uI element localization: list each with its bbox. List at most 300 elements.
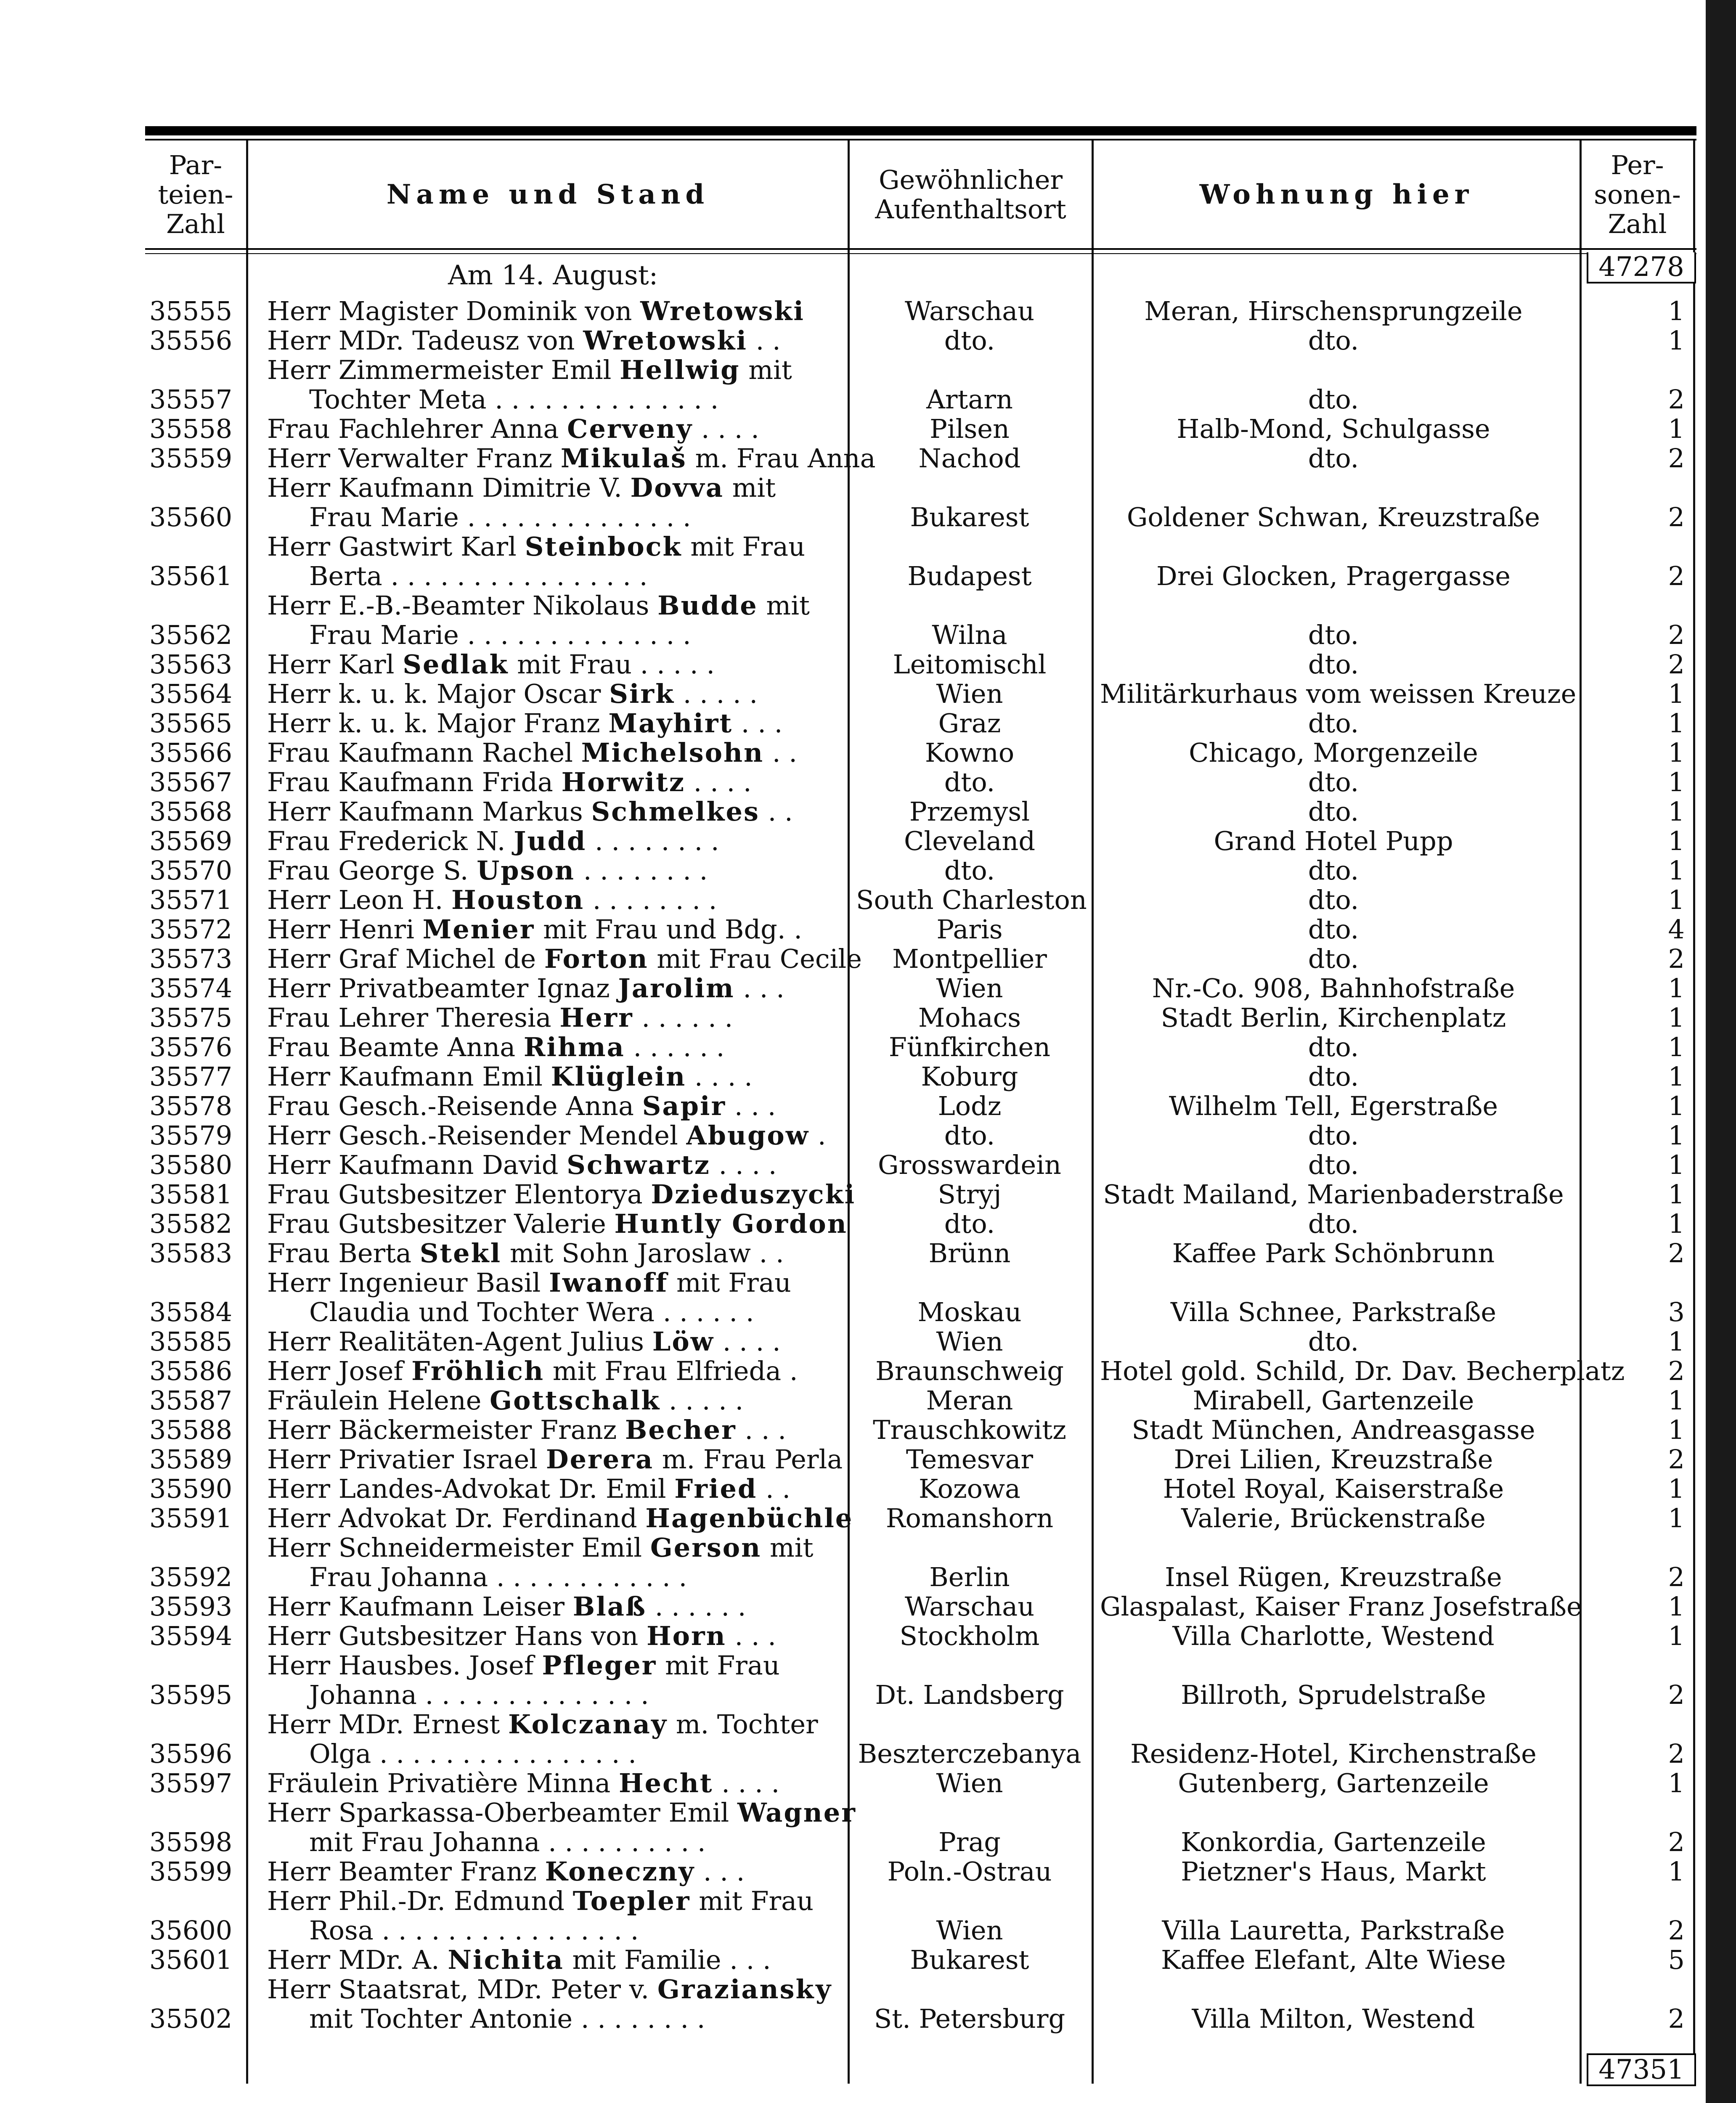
entry-row	[145, 532, 1696, 591]
party-number: 35578	[149, 1091, 233, 1121]
name-prefix: Frau Gutsbesitzer Valerie	[267, 1208, 615, 1239]
entry-row	[145, 1268, 1696, 1327]
surname: Houston	[451, 885, 585, 915]
person-count: 2	[1668, 943, 1685, 974]
entry-row	[145, 1180, 1696, 1209]
local-residence: Chicago, Morgenzeile	[1189, 737, 1478, 768]
guest-name	[267, 650, 877, 679]
name-suffix: mit	[740, 355, 792, 385]
surname: Mikulaš	[560, 443, 687, 474]
guest-name-line2: Rosa . . . . . . . . . . . . . . . .	[309, 1915, 639, 1946]
surname: Budde	[657, 590, 758, 621]
guest-name-line1	[267, 796, 793, 827]
guest-name	[267, 1621, 877, 1651]
name-prefix: Herr Realitäten-Agent Julius	[267, 1326, 652, 1357]
top-rule-thin	[145, 139, 1696, 140]
guest-name-line1	[267, 1709, 818, 1740]
guest-name	[267, 915, 877, 944]
guest-name	[267, 709, 877, 738]
local-residence: Halb-Mond, Schulgasse	[1177, 413, 1490, 444]
party-number: 35589	[149, 1444, 233, 1475]
person-count: 1	[1668, 1385, 1685, 1416]
person-count: 1	[1668, 767, 1685, 797]
person-count: 1	[1668, 826, 1685, 856]
entry-row	[145, 591, 1696, 650]
header-origin-line1: Gewöhnlicher	[878, 164, 1063, 195]
guest-name-line2: Berta . . . . . . . . . . . . . . . .	[309, 561, 648, 591]
name-prefix: Herr Gutsbesitzer Hans von	[267, 1621, 647, 1651]
name-suffix: . .	[759, 796, 793, 827]
local-residence: Villa Milton, Westend	[1192, 2003, 1475, 2034]
party-number: 35567	[149, 767, 233, 797]
guest-name	[267, 797, 877, 826]
party-number: 35562	[149, 620, 233, 650]
home-town: Beszterczebanya	[858, 1738, 1081, 1769]
home-town: Koburg	[921, 1061, 1018, 1092]
local-residence: Militärkurhaus vom weissen Kreuze	[1100, 678, 1577, 709]
guest-name-line1	[267, 1944, 771, 1975]
entry-row	[145, 1886, 1696, 1945]
guest-name	[267, 1091, 877, 1121]
entry-row	[145, 473, 1696, 532]
person-count: 2	[1668, 1562, 1685, 1592]
home-town: Graz	[938, 708, 1001, 739]
entry-row	[145, 856, 1696, 885]
guest-name	[267, 414, 877, 444]
guest-name-line1	[267, 296, 805, 326]
local-residence: dto.	[1308, 1120, 1359, 1151]
guest-name-line1	[267, 1238, 784, 1269]
guest-name-line1	[267, 678, 758, 709]
party-number: 35556	[149, 325, 233, 356]
surname: Grazianskу	[657, 1974, 833, 2005]
entry-row	[145, 679, 1696, 709]
guest-name-line1	[267, 325, 781, 356]
party-number: 35572	[149, 914, 233, 945]
local-residence: dto.	[1308, 443, 1359, 474]
name-suffix: .	[809, 1120, 826, 1151]
home-town: St. Petersburg	[874, 2003, 1065, 2034]
guest-name	[267, 1033, 877, 1062]
name-prefix: Herr Magister Dominik von	[267, 296, 641, 326]
home-town: Cleveland	[904, 826, 1036, 856]
guest-name-line1	[267, 1974, 833, 2005]
name-suffix: . . .	[734, 973, 785, 1004]
surname: Michelsohn	[581, 737, 764, 768]
local-residence: Villa Charlotte, Westend	[1172, 1621, 1495, 1651]
entry-row	[145, 1150, 1696, 1180]
home-town: Montpellier	[892, 943, 1047, 974]
surname: Herr	[559, 1002, 633, 1033]
name-prefix: Frau Gutsbesitzer Elentorya	[267, 1179, 651, 1210]
guest-name	[267, 1209, 877, 1239]
home-town: Bukarest	[910, 502, 1029, 532]
surname: Wagner	[737, 1797, 856, 1828]
name-suffix: mit Sohn Jaroslaw . .	[501, 1238, 784, 1269]
guest-name-line2: Olga . . . . . . . . . . . . . . . .	[309, 1738, 636, 1769]
name-suffix: . . . . . .	[647, 1591, 746, 1622]
name-suffix: . . . .	[693, 413, 759, 444]
guest-name-line2: Johanna . . . . . . . . . . . . . .	[309, 1679, 649, 1710]
guest-name-line1	[267, 1120, 826, 1151]
entry-row	[145, 768, 1696, 797]
person-count: 2	[1668, 1679, 1685, 1710]
entry-row	[145, 1003, 1696, 1033]
guest-name-line1	[267, 531, 805, 562]
party-number: 35573	[149, 943, 233, 974]
guest-name-line2: Frau Marie . . . . . . . . . . . . . .	[309, 502, 691, 532]
local-residence: Konkordia, Gartenzeile	[1181, 1827, 1486, 1857]
local-residence: Nr.-Co. 908, Bahnhofstraße	[1152, 973, 1515, 1004]
surname: Schwartz	[567, 1149, 710, 1180]
name-suffix: . . . .	[710, 1149, 777, 1180]
name-prefix: Frau Kaufmann Rachel	[267, 737, 581, 768]
entry-row	[145, 1945, 1696, 1975]
person-count: 1	[1668, 1091, 1685, 1121]
name-prefix: Herr Sparkassa-Oberbeamter Emil	[267, 1797, 737, 1828]
local-residence: Mirabell, Gartenzeile	[1193, 1385, 1474, 1416]
party-number: 35601	[149, 1944, 233, 1975]
entry-row	[145, 1592, 1696, 1621]
name-suffix: . . .	[733, 708, 783, 739]
local-residence: Villa Lauretta, Parkstraße	[1162, 1915, 1505, 1946]
name-prefix: Herr Hausbes. Josef	[267, 1650, 542, 1681]
name-suffix: mit	[724, 472, 776, 503]
entry-row	[145, 1769, 1696, 1798]
local-residence: Drei Lilien, Kreuzstraße	[1174, 1444, 1493, 1475]
person-count: 1	[1668, 1591, 1685, 1622]
header-parties-line1: Par-	[169, 149, 223, 180]
guest-name	[267, 1327, 877, 1356]
surname: Derera	[546, 1444, 654, 1475]
local-residence: Residenz-Hotel, Kirchenstraße	[1130, 1738, 1537, 1769]
surname: Wretowski	[583, 325, 747, 356]
surname: Hecht	[619, 1768, 713, 1798]
home-town: Wien	[936, 973, 1003, 1004]
header-persons-line3: Zahl	[1608, 208, 1667, 239]
party-number: 35592	[149, 1562, 233, 1592]
party-number: 35571	[149, 885, 233, 915]
person-count: 2	[1668, 502, 1685, 532]
home-town: Kozowa	[918, 1473, 1020, 1504]
guest-name	[267, 1415, 877, 1445]
party-number: 35584	[149, 1297, 233, 1327]
party-number: 35569	[149, 826, 233, 856]
person-count: 1	[1668, 1503, 1685, 1534]
entry-row	[145, 738, 1696, 768]
surname: Hagenbüchle	[645, 1503, 853, 1534]
person-count: 1	[1668, 1002, 1685, 1033]
name-suffix: . . . . . . . .	[584, 885, 717, 915]
name-prefix: Herr Schneidermeister Emil	[267, 1532, 650, 1563]
surname: Dzieduszycki	[651, 1179, 856, 1210]
name-prefix: Frau Lehrer Theresia	[267, 1002, 560, 1033]
name-suffix: m. Frau Perla	[654, 1444, 843, 1475]
guest-name-line1	[267, 590, 810, 621]
name-prefix: Herr Ingenieur Basil	[267, 1267, 549, 1298]
local-residence: dto.	[1308, 1208, 1359, 1239]
surname: Klüglein	[551, 1061, 686, 1092]
guest-name-line1	[267, 472, 776, 503]
home-town: Kowno	[925, 737, 1015, 768]
local-residence: Billroth, Sprudelstraße	[1181, 1679, 1486, 1710]
local-residence: dto.	[1308, 649, 1359, 680]
person-count: 1	[1668, 413, 1685, 444]
entry-row	[145, 1445, 1696, 1474]
surname: Koneczny	[545, 1856, 695, 1887]
local-residence: Kaffee Elefant, Alte Wiese	[1161, 1944, 1506, 1975]
party-number: 35555	[149, 296, 233, 326]
surname: Kolczanay	[508, 1709, 668, 1740]
name-suffix: . . . . . .	[633, 1002, 733, 1033]
name-prefix: Herr Zimmermeister Emil	[267, 355, 620, 385]
party-number: 35576	[149, 1032, 233, 1062]
party-number: 35570	[149, 855, 233, 886]
local-residence: dto.	[1308, 384, 1359, 415]
running-total: 47351	[1587, 2053, 1696, 2086]
person-count: 2	[1668, 649, 1685, 680]
person-count: 2	[1668, 443, 1685, 474]
party-number: 35581	[149, 1179, 233, 1210]
local-residence: dto.	[1308, 943, 1359, 974]
local-residence: dto.	[1308, 914, 1359, 945]
guest-name-line1	[267, 914, 802, 945]
local-residence: Goldener Schwan, Kreuzstraße	[1126, 502, 1540, 532]
header-parties-line3: Zahl	[166, 208, 225, 239]
register-page	[145, 126, 1696, 2103]
person-count: 1	[1668, 1120, 1685, 1151]
local-residence: Gutenberg, Gartenzeile	[1178, 1768, 1489, 1798]
header-rule-thin	[145, 253, 1696, 254]
surname: Fried	[674, 1473, 758, 1504]
home-town: Dt. Landsberg	[875, 1679, 1064, 1710]
home-town: South Charleston	[856, 885, 1087, 915]
party-number: 35561	[149, 561, 233, 591]
person-count: 1	[1668, 1621, 1685, 1651]
local-residence: dto.	[1308, 767, 1359, 797]
local-residence: Hotel gold. Schild, Dr. Dav. Becherplatz	[1100, 1356, 1625, 1386]
person-count: 2	[1668, 384, 1685, 415]
party-number: 35563	[149, 649, 233, 680]
entry-row	[145, 444, 1696, 473]
guest-name	[267, 444, 877, 473]
header-persons-line1: Per-	[1611, 149, 1664, 180]
person-count: 1	[1668, 796, 1685, 827]
party-number: 35588	[149, 1414, 233, 1445]
name-suffix: . . . . . . . .	[575, 855, 708, 886]
surname: Sedlak	[403, 649, 509, 680]
party-number: 35591	[149, 1503, 233, 1534]
entry-row	[145, 326, 1696, 355]
local-residence: Wilhelm Tell, Egerstraße	[1169, 1091, 1498, 1121]
surname: Löw	[652, 1326, 715, 1357]
surname: Gerson	[650, 1532, 762, 1563]
entry-row	[145, 1415, 1696, 1445]
name-suffix: mit Familie . . .	[564, 1944, 771, 1975]
person-count: 1	[1668, 1856, 1685, 1887]
person-count: 2	[1668, 1444, 1685, 1475]
home-town: Trauschkowitz	[873, 1414, 1066, 1445]
name-prefix: Fräulein Privatière Minna	[267, 1768, 619, 1798]
guest-name-line1	[267, 1621, 776, 1651]
guest-name-line2: Claudia und Tochter Wera . . . . . .	[309, 1297, 754, 1327]
guest-name-line1	[267, 1532, 814, 1563]
guest-name	[267, 1504, 877, 1533]
surname: Menier	[422, 914, 535, 945]
entry-row	[145, 944, 1696, 974]
entry-row	[145, 1975, 1696, 2034]
entry-row	[145, 355, 1696, 414]
name-prefix: Herr Gastwirt Karl	[267, 531, 525, 562]
guest-name	[267, 1592, 877, 1621]
local-residence: Hotel Royal, Kaiserstraße	[1163, 1473, 1504, 1504]
local-residence: dto.	[1308, 796, 1359, 827]
name-suffix: . . .	[736, 1414, 786, 1445]
home-town: Berlin	[929, 1562, 1010, 1592]
party-number: 35564	[149, 678, 233, 709]
guest-name	[267, 473, 877, 532]
guest-name	[267, 532, 877, 591]
name-prefix: Herr Verwalter Franz	[267, 443, 561, 474]
entry-row	[145, 650, 1696, 679]
guest-name	[267, 1062, 877, 1091]
guest-name-line1	[267, 443, 876, 474]
guest-name	[267, 1651, 877, 1710]
home-town: Lodz	[938, 1091, 1002, 1121]
guest-name-line1	[267, 708, 782, 739]
person-count: 2	[1668, 620, 1685, 650]
guest-name	[267, 944, 877, 974]
surname: Fröhlich	[411, 1356, 545, 1386]
name-prefix: Herr MDr. Ernest	[267, 1709, 509, 1740]
header-persons	[1582, 143, 1693, 246]
surname: Wretowski	[640, 296, 805, 326]
name-suffix: mit Frau	[668, 1267, 791, 1298]
person-count: 2	[1668, 1915, 1685, 1946]
guest-name-line1	[267, 355, 792, 385]
name-prefix: Frau Frederick N.	[267, 826, 514, 856]
party-number: 35560	[149, 502, 233, 532]
person-count: 1	[1668, 1061, 1685, 1092]
guest-name	[267, 1533, 877, 1592]
home-town: Grosswardein	[878, 1149, 1061, 1180]
entry-row	[145, 1356, 1696, 1386]
guest-name-line1	[267, 1768, 779, 1798]
guest-name-line1	[267, 1002, 733, 1033]
guest-name-line2: mit Tochter Antonie . . . . . . . .	[309, 2003, 705, 2034]
surname: Jarolim	[618, 973, 735, 1004]
guest-name	[267, 1975, 877, 2034]
home-town: Romanshorn	[885, 1503, 1054, 1534]
local-residence: Stadt Mailand, Marienbaderstraße	[1103, 1179, 1564, 1210]
guest-name-line1	[267, 767, 752, 797]
name-suffix: . . . . .	[660, 1385, 744, 1416]
person-count: 1	[1668, 296, 1685, 326]
name-suffix: mit	[761, 1532, 814, 1563]
name-prefix: Herr Privatbeamter Ignaz	[267, 973, 618, 1004]
local-residence: dto.	[1308, 1061, 1359, 1092]
local-residence: Grand Hotel Pupp	[1214, 826, 1453, 856]
party-number: 35587	[149, 1385, 233, 1416]
name-suffix: . . . .	[686, 1061, 753, 1092]
surname: Huntly Gordon	[614, 1208, 848, 1239]
home-town: Mohacs	[918, 1002, 1021, 1033]
surname: Nichita	[448, 1944, 564, 1975]
home-town: Artarn	[926, 384, 1013, 415]
party-number: 35598	[149, 1827, 233, 1857]
guest-name-line1	[267, 1267, 791, 1298]
header-name: Name und Stand	[386, 178, 710, 210]
surname: Sapir	[642, 1091, 726, 1121]
name-prefix: Herr E.-B.-Beamter Nikolaus	[267, 590, 658, 621]
name-suffix: . .	[747, 325, 781, 356]
local-residence: Valerie, Brückenstraße	[1181, 1503, 1486, 1534]
entry-row	[145, 1857, 1696, 1886]
surname: Forton	[544, 943, 649, 974]
entry-row	[145, 1062, 1696, 1091]
person-count: 1	[1668, 973, 1685, 1004]
person-count: 2	[1668, 1738, 1685, 1769]
home-town: Nachod	[918, 443, 1021, 474]
name-prefix: Herr Josef	[267, 1356, 412, 1386]
guest-name	[267, 1239, 877, 1268]
name-suffix: mit Frau Elfrieda .	[544, 1356, 798, 1386]
guest-name	[267, 1150, 877, 1180]
guest-name-line1	[267, 1061, 753, 1092]
surname: Stekl	[419, 1238, 502, 1269]
surname: Hellwig	[620, 355, 740, 385]
local-residence: dto.	[1308, 885, 1359, 915]
header-rule	[145, 248, 1696, 250]
surname: Schmelkes	[591, 796, 760, 827]
home-town: Budapest	[907, 561, 1032, 591]
guest-name	[267, 355, 877, 414]
name-prefix: Herr Kaufmann Markus	[267, 796, 591, 827]
local-residence: Pietzner's Haus, Markt	[1181, 1856, 1486, 1887]
home-town: Temesvar	[906, 1444, 1034, 1475]
home-town: Wien	[936, 1768, 1003, 1798]
person-count: 1	[1668, 1768, 1685, 1798]
entry-row	[145, 1209, 1696, 1239]
guest-name	[267, 1857, 877, 1886]
entry-row	[145, 297, 1696, 326]
person-count: 1	[1668, 1208, 1685, 1239]
person-count: 1	[1668, 325, 1685, 356]
guest-name-line1	[267, 1032, 724, 1062]
guest-name	[267, 738, 877, 768]
entry-row	[145, 1327, 1696, 1356]
person-count: 1	[1668, 1326, 1685, 1357]
home-town: Stryj	[938, 1179, 1002, 1210]
entry-row	[145, 797, 1696, 826]
entry-row	[145, 1386, 1696, 1415]
guest-name-line1	[267, 943, 862, 974]
local-residence: dto.	[1308, 325, 1359, 356]
surname: Horn	[647, 1621, 726, 1651]
name-prefix: Frau Gesch.-Reisende Anna	[267, 1091, 642, 1121]
header-origin	[850, 143, 1092, 246]
guest-name	[267, 679, 877, 709]
guest-name	[267, 1769, 877, 1798]
entry-row	[145, 885, 1696, 915]
surname: Gottschalk	[490, 1385, 661, 1416]
local-residence: Villa Schnee, Parkstraße	[1170, 1297, 1497, 1327]
name-suffix: m. Tochter	[667, 1709, 818, 1740]
guest-name-line1	[267, 1179, 856, 1210]
name-suffix: . . . . .	[675, 678, 758, 709]
header-origin-line2: Aufenthaltsort	[875, 193, 1066, 225]
guest-name-line1	[267, 1149, 777, 1180]
